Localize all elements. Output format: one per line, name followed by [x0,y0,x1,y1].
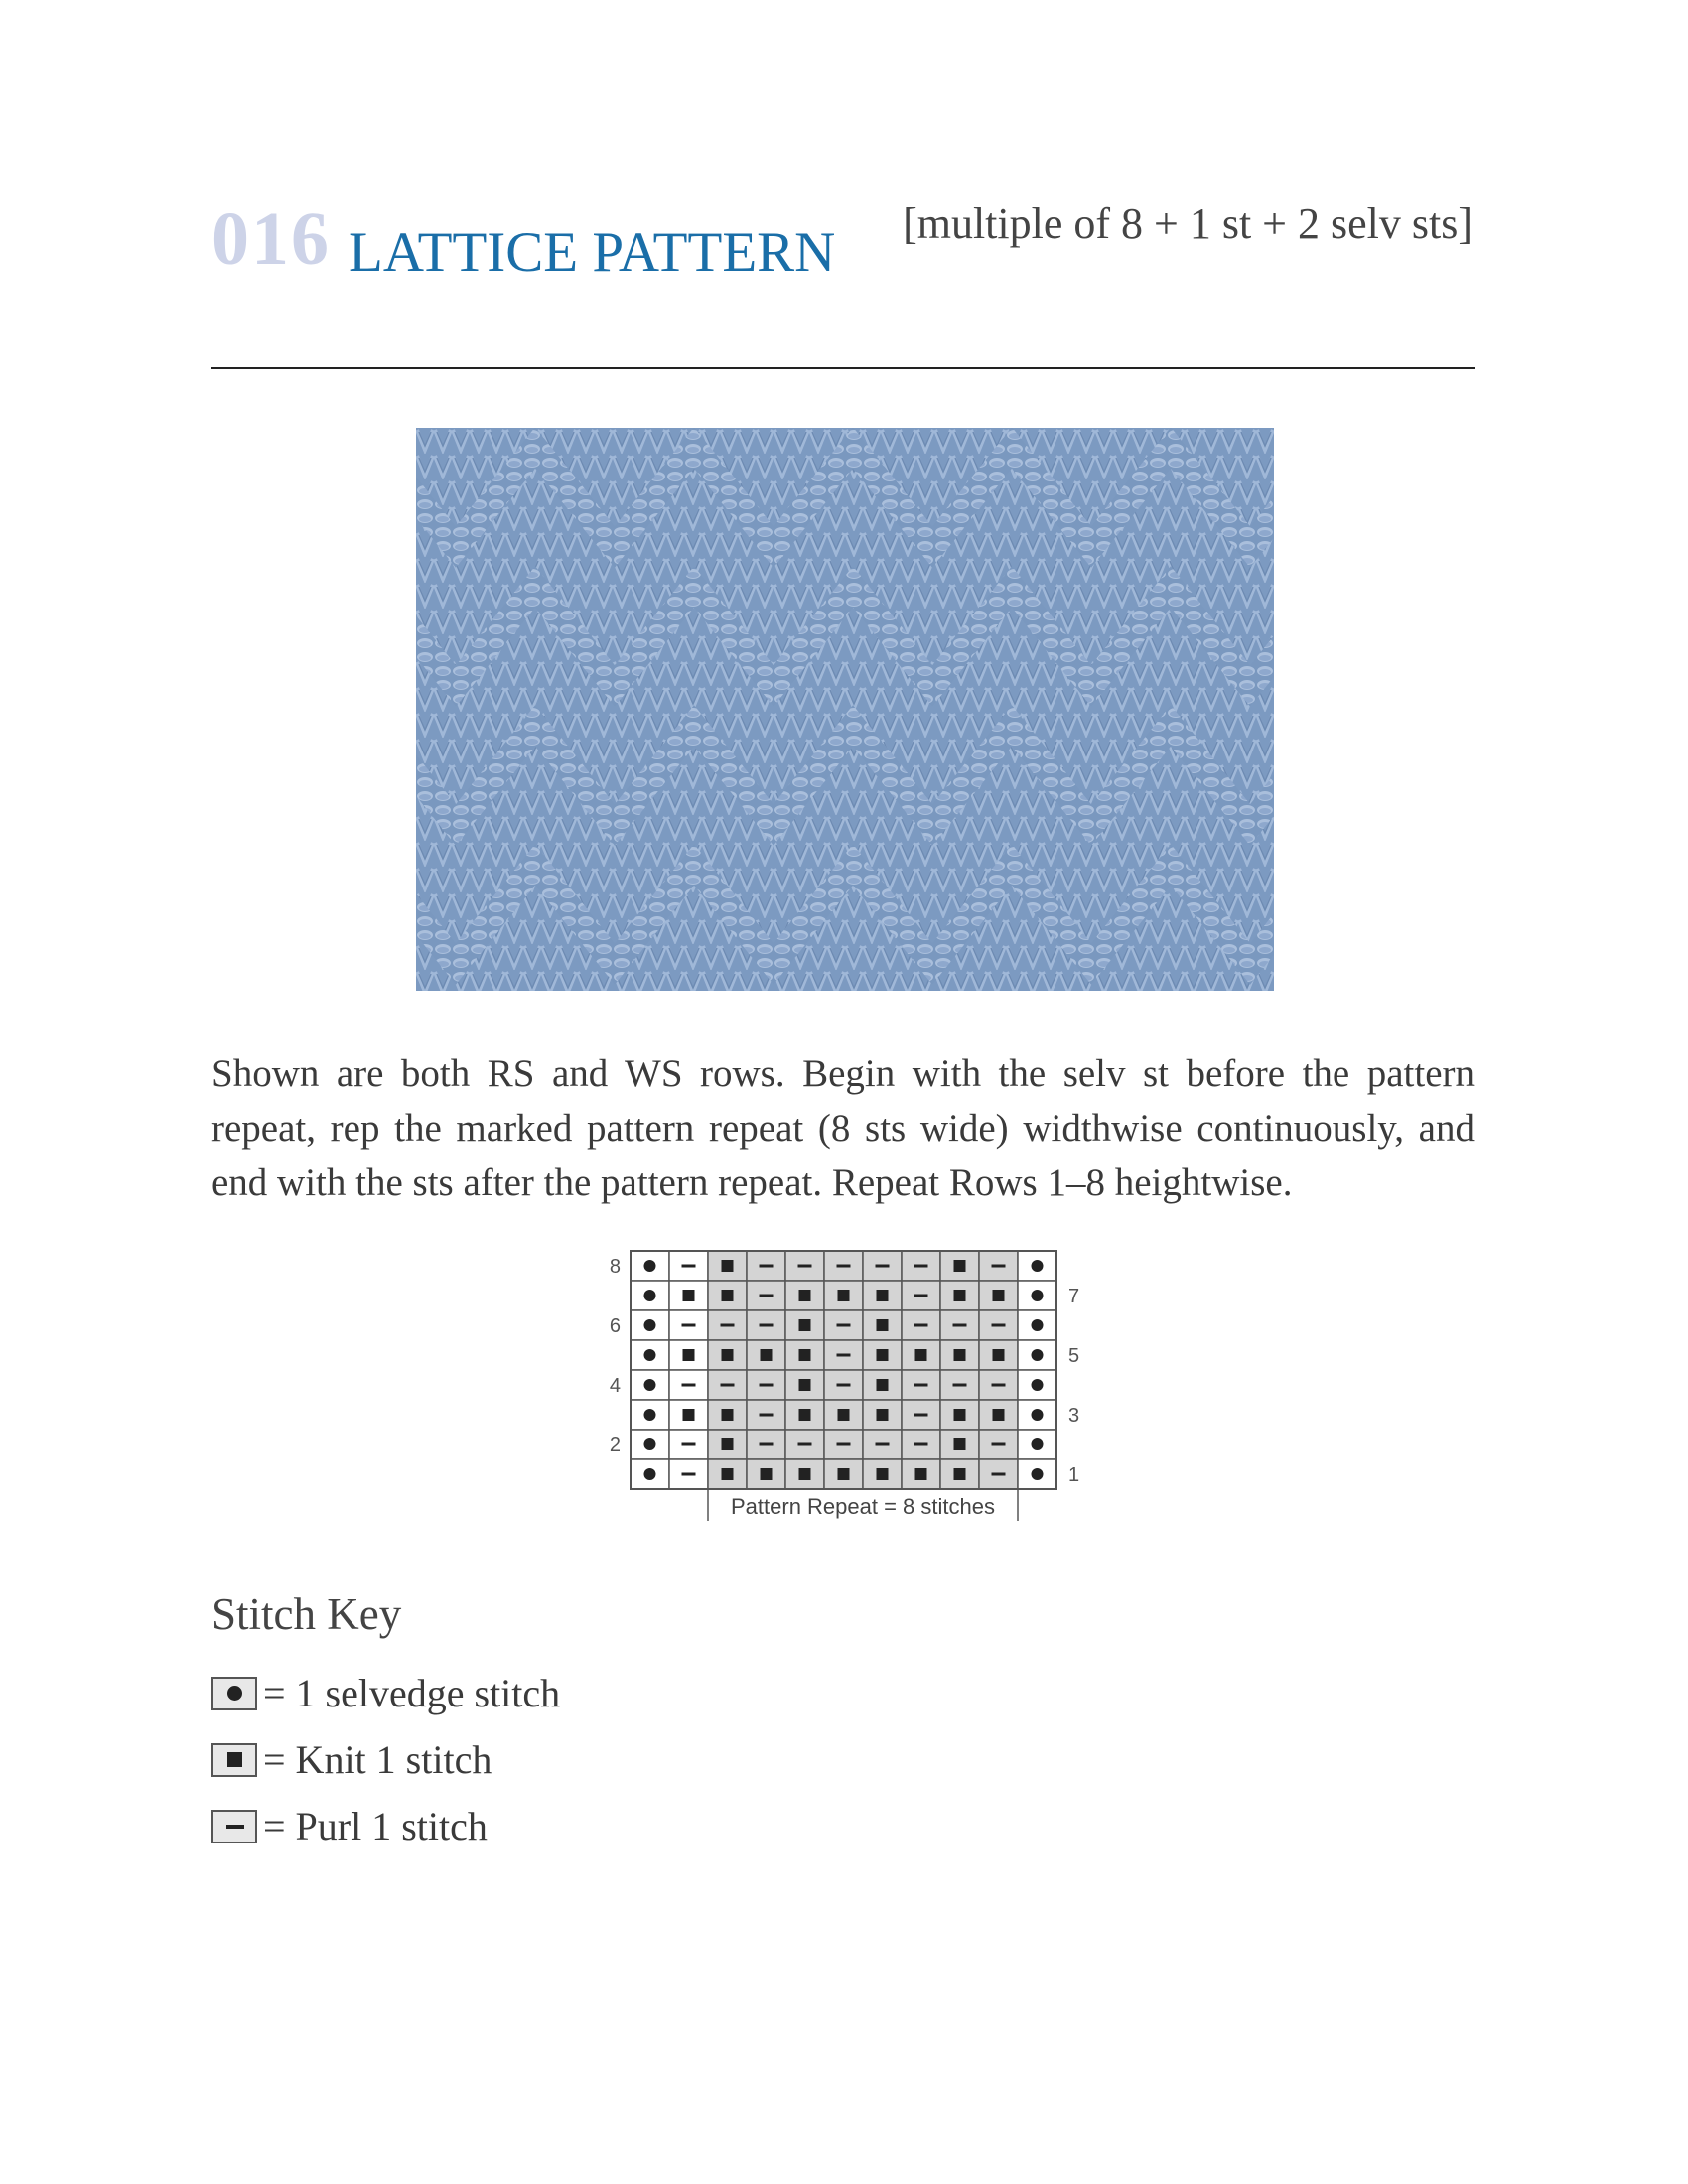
selvedge-stitch-mark [644,1468,656,1480]
knit-stitch-mark [683,1349,695,1361]
purl-stitch-mark [992,1265,1006,1268]
purl-stitch-mark [682,1473,696,1476]
knit-stitch-mark [722,1468,734,1480]
purl-stitch-mark [837,1443,851,1446]
knit-stitch-mark [954,1409,966,1421]
purl-stitch-mark [837,1354,851,1357]
page-header [211,195,1473,294]
purl-stitch-mark [953,1384,967,1387]
pattern-subtitle: [multiple of 8 + 1 st + 2 selv sts] [903,200,1473,248]
knit-stitch-mark [838,1468,850,1480]
knit-stitch-mark [799,1409,811,1421]
knit-stitch-mark [993,1349,1005,1361]
knit-stitch-mark [722,1409,734,1421]
row-number-label: 2 [609,1434,621,1456]
selvedge-stitch-mark [1032,1260,1044,1272]
knit-stitch-mark [915,1349,927,1361]
knit-stitch-mark [799,1349,811,1361]
purl-stitch-mark [953,1324,967,1327]
purl-stitch-mark [760,1324,774,1327]
purl-stitch-mark [876,1443,890,1446]
selvedge-stitch-mark [1032,1379,1044,1391]
row-number-label: 7 [1068,1286,1080,1307]
purl-stitch-mark [876,1265,890,1268]
purl-stitch-mark [760,1414,774,1417]
purl-stitch-mark [682,1265,696,1268]
selvedge-stitch-mark [644,1290,656,1301]
knit-stitch-mark [799,1468,811,1480]
selvedge-stitch-mark [1032,1290,1044,1301]
row-number-label: 1 [1068,1464,1080,1486]
purl-stitch-mark [837,1384,851,1387]
purl-stitch-mark [992,1384,1006,1387]
purl-stitch-mark [914,1265,928,1268]
knit-stitch-mark [799,1290,811,1301]
purl-stitch-mark [914,1384,928,1387]
knit-stitch-mark [954,1290,966,1301]
knit-stitch-mark [722,1438,734,1450]
row-number-label: 4 [609,1375,621,1397]
knit-stitch-mark [993,1409,1005,1421]
knit-stitch-mark [877,1409,889,1421]
stitch-chart [586,1241,1102,1529]
selvedge-symbol-icon [211,1677,257,1710]
key-row-knit [211,1736,492,1786]
selvedge-stitch-mark [644,1260,656,1272]
purl-stitch-mark [798,1265,812,1268]
key-row-selvedge [211,1670,560,1719]
purl-stitch-mark [682,1324,696,1327]
selvedge-stitch-mark [1032,1349,1044,1361]
selvedge-stitch-mark [644,1379,656,1391]
knit-swatch-photo [416,428,1274,991]
selvedge-stitch-mark [1032,1468,1044,1480]
knit-stitch-mark [877,1379,889,1391]
purl-stitch-mark [914,1295,928,1297]
purl-stitch-mark [682,1384,696,1387]
knit-symbol-icon [211,1743,257,1777]
knit-stitch-mark [683,1290,695,1301]
purl-stitch-mark [682,1443,696,1446]
knit-stitch-mark [799,1319,811,1331]
row-number-label: 6 [609,1315,621,1337]
stitch-key-title: Stitch Key [211,1589,402,1639]
selvedge-stitch-mark [1032,1438,1044,1450]
selvedge-stitch-mark [1032,1409,1044,1421]
selvedge-stitch-mark [1032,1319,1044,1331]
purl-stitch-mark [760,1265,774,1268]
purl-symbol-icon [211,1810,257,1843]
purl-stitch-mark [992,1473,1006,1476]
knit-stitch-mark [954,1260,966,1272]
knit-stitch-mark [761,1349,773,1361]
key-label: = 1 selvedge stitch [263,1671,561,1715]
divider [211,367,1475,369]
knit-stitch-mark [954,1349,966,1361]
pattern-number: 016 [211,198,331,281]
knit-stitch-mark [877,1290,889,1301]
selvedge-stitch-mark [644,1349,656,1361]
knit-stitch-mark [761,1468,773,1480]
row-number-label: 5 [1068,1345,1080,1367]
instructions-paragraph: Shown are both RS and WS rows. Begin with the selv st before the pattern repeat, rep the marked pattern repeat (8 sts wide) widthwise continuously, and end with the sts after the pattern repeat. Repeat Rows 1–8 heightwise. [211,1052,1475,1204]
knit-stitch-mark [683,1409,695,1421]
pattern-repeat-label: Pattern Repeat = 8 stitches [731,1494,995,1519]
key-label: = Knit 1 stitch [263,1737,492,1782]
knit-stitch-mark [877,1468,889,1480]
knit-stitch-mark [722,1349,734,1361]
knit-stitch-mark [838,1290,850,1301]
selvedge-stitch-mark [644,1438,656,1450]
key-label: = Purl 1 stitch [263,1804,488,1848]
knit-stitch-mark [954,1468,966,1480]
knit-stitch-mark [993,1290,1005,1301]
purl-stitch-mark [760,1443,774,1446]
knit-stitch-mark [722,1260,734,1272]
purl-stitch-mark [837,1324,851,1327]
knit-stitch-mark [799,1379,811,1391]
row-number-label: 3 [1068,1405,1080,1427]
knit-stitch-mark [722,1290,734,1301]
knit-stitch-mark [838,1409,850,1421]
purl-stitch-mark [992,1443,1006,1446]
knit-stitch-mark [954,1438,966,1450]
purl-stitch-mark [992,1324,1006,1327]
purl-stitch-mark [760,1295,774,1297]
purl-stitch-mark [798,1443,812,1446]
selvedge-stitch-mark [644,1319,656,1331]
pattern-title: LATTICE PATTERN [349,221,836,284]
row-number-label: 8 [609,1256,621,1278]
purl-stitch-mark [837,1265,851,1268]
key-row-purl [211,1803,488,1852]
purl-stitch-mark [721,1324,735,1327]
selvedge-stitch-mark [644,1409,656,1421]
purl-stitch-mark [914,1414,928,1417]
knit-stitch-mark [877,1319,889,1331]
purl-stitch-mark [914,1324,928,1327]
knit-stitch-mark [915,1468,927,1480]
purl-stitch-mark [914,1443,928,1446]
purl-stitch-mark [760,1384,774,1387]
knit-stitch-mark [877,1349,889,1361]
purl-stitch-mark [721,1384,735,1387]
